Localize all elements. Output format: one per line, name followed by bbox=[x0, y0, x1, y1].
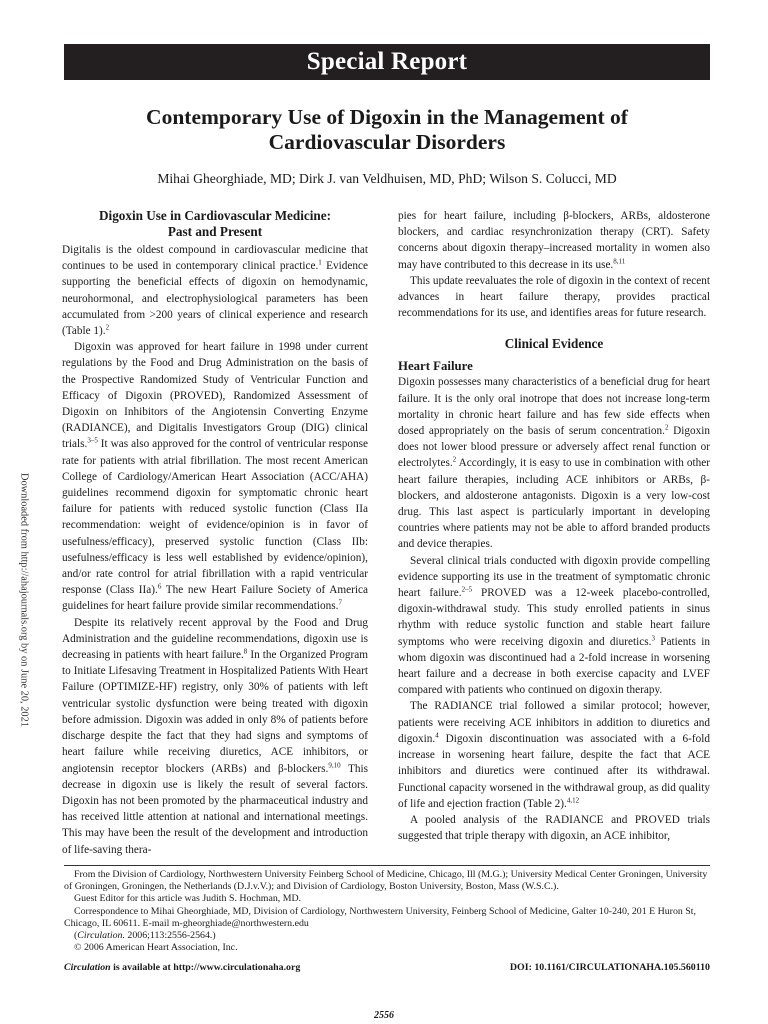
paragraph bbox=[398, 812, 710, 844]
journal-availability bbox=[64, 962, 300, 973]
section-heading-clinical-evidence: Clinical Evidence bbox=[504, 336, 604, 352]
guest-editor-note: Guest Editor for this article was Judith S. Hochman, MD. bbox=[74, 893, 302, 905]
download-watermark-text: Downloaded from http://ahajournals.org by on June 20, 2021 bbox=[18, 472, 30, 728]
doi-label: DOI: 10.1161/CIRCULATIONAHA.105.560110 bbox=[509, 962, 710, 973]
title-line-2: Cardiovascular Disorders bbox=[268, 130, 506, 154]
reference-superscript: 1 bbox=[318, 258, 322, 267]
page-number: 2556 bbox=[374, 1010, 394, 1021]
paragraph bbox=[62, 339, 368, 614]
section-heading-line-1: Digoxin Use in Cardiovascular Medicine: bbox=[99, 208, 331, 223]
reference-superscript: 8 bbox=[243, 647, 248, 656]
citation-note: (Circulation. 2006;113:2556-2564.) bbox=[74, 930, 216, 942]
journal-name: Circulation bbox=[64, 962, 111, 973]
text-run: A pooled analysis of the RADIANCE and PROVED trials suggested that triple therapy with digoxin, an ACE inhibitor, bbox=[398, 813, 710, 843]
download-watermark bbox=[14, 472, 34, 728]
paragraph bbox=[398, 208, 710, 273]
reference-superscript: 3–5 bbox=[87, 436, 98, 445]
text-run: Digitalis is the oldest compound in cardiovascular medicine that continues to be used in contemporary clinical practice. bbox=[62, 244, 368, 273]
reference-superscript: 8,11 bbox=[613, 256, 626, 265]
reference-superscript: 2 bbox=[452, 455, 457, 464]
subheading-heart-failure: Heart Failure bbox=[398, 359, 473, 374]
text-run: This decrease in digoxin use is likely the result of several factors. Digoxin has not been promoted by the pharmaceutical industry and has received little attention at national and international meetings. This may have been the result of the development and introduction of life-saving thera- bbox=[62, 762, 368, 856]
footnote-divider bbox=[64, 865, 710, 866]
text-run: Evidence supporting the beneficial effects of digoxin on hemodynamic, neurohormonal, and electrophysiological parameters has been accumulated from >200 years of clinical experience and research (Table 1). bbox=[62, 260, 368, 338]
reference-superscript: 4 bbox=[435, 731, 439, 740]
text-run: This update reevaluates the role of digoxin in the context of recent advances in heart failure therapy, provides practical recommendations for its use, and identifies areas for future research. bbox=[398, 274, 710, 320]
text-run: Several clinical trials conducted with digoxin provide compelling evidence supporting its use in the treatment of symptomatic chronic heart failure. bbox=[398, 554, 710, 600]
correspondence-note: Correspondence to Mihai Gheorghiade, MD, Division of Cardiology, Northwestern University, Feinberg School of Medicine, Galter 10-240, 201 E Huron St, Chicago, IL 60611. E-mail m-gheorghiade@northwestern.edu bbox=[64, 905, 697, 929]
journal-url-text[interactable]: is available at http://www.circulationaha.org bbox=[110, 962, 301, 973]
reference-superscript: 3 bbox=[651, 633, 655, 642]
text-run: pies for heart failure, including β-blockers, ARBs, aldosterone blockers, and cardiac resynchronization therapy (CRT). Safety concerns about digoxin therapy–increased mortality in women also may have contributed to this decrease in its use. bbox=[398, 210, 710, 271]
text-run: PROVED was a 12-week placebo-controlled, digoxin-withdrawal study. This study enrolled patients in sinus rhythm with reduce systolic function and stable heart failure symptoms who were receiving digoxin and diuretics. bbox=[398, 587, 710, 648]
reference-superscript: 2 bbox=[664, 423, 669, 432]
affiliation-note: From the Division of Cardiology, Northwestern University Feinberg School of Medicine, Chicago, Ill (M.G.); University Medical Center Groningen, University of Groningen, Groningen, the Netherlands (D.J.v.V.); and Division of Cardiology, Boston University, Boston, Mass (W.S.C.). bbox=[64, 869, 708, 893]
paragraph bbox=[62, 615, 368, 858]
section-heading-line-2: Past and Present bbox=[167, 224, 263, 239]
reference-superscript: 7 bbox=[338, 598, 342, 607]
reference-superscript: 9,10 bbox=[328, 760, 341, 769]
footnotes bbox=[64, 869, 710, 954]
citation-journal: Circulation. bbox=[77, 930, 125, 942]
reference-superscript: 2–5 bbox=[461, 585, 473, 594]
reference-superscript: 2 bbox=[105, 323, 110, 332]
reference-superscript: 6 bbox=[157, 582, 162, 591]
right-column bbox=[398, 208, 710, 844]
text-run: Digoxin discontinuation was associated with a 6-fold increase in worsening heart failure, despite the fact that ACE inhibitors and diuretics were continued after its withdrawal. Functional capacity worsened in the withdrawal group, as did quality of life and ejection fraction (Table 2). bbox=[398, 732, 710, 810]
section-heading-digoxin-use bbox=[62, 208, 368, 240]
text-run: Patients in whom digoxin was discontinued had a 2-fold increase in worsening heart failure and a decrease in both exercise capacity and LVEF compared with patients who continued on digoxin therapy. bbox=[398, 635, 711, 697]
paragraph bbox=[398, 553, 710, 699]
text-run: It was also approved for the control of ventricular response rate for patients with atrial fibrillation. The most recent American College of Cardiology/American Heart Association (ACC/AHA) guidelines recommend digoxin for symptomatic chronic heart failure for patients with reduced systolic function (Class IIa recommendation: weight of evidence/opinion is in favor of usefulness/efficacy), preserved systolic function (Class IIb: usefulness/efficacy is less well established by evidence/opinion), and/or rate control for atrial fibrillation with a rapid ventricular response (Class IIa). bbox=[62, 438, 368, 597]
text-run: Accordingly, it is easy to use in combination with other heart failure therapies, including ACE inhibitors or ARBs, β-blockers, and aldosterone antagonists. Digoxin is a very low-cost drug. This last aspect is particularly important in developing countries where patients may not be able to afford branded products and device therapies. bbox=[398, 457, 710, 551]
text-run: In the Organized Program to Initiate Lifesaving Treatment in Hospitalized Patients With Heart Failure (OPTIMIZE-HF) registry, only 30% of patients with left ventricular systolic dysfunction were being treated with digoxin before admission. Digoxin was added in only 8% of patients before discharge despite the fact that they had signs and symptoms of heart failure while receiving diuretics, ACE inhibitors, or angiotensin receptor blockers (ARBs) and β-blockers. bbox=[62, 649, 368, 775]
article-title bbox=[64, 105, 710, 155]
paragraph bbox=[398, 698, 710, 811]
reference-superscript: 4,12 bbox=[566, 795, 580, 804]
special-report-banner bbox=[64, 44, 710, 80]
citation-details: 2006;113:2556-2564.) bbox=[124, 930, 216, 942]
text-run: Digoxin was approved for heart failure in 1998 under current regulations by the Food and Drug Administration on the basis of the Prospective Randomized Study of Ventricular Function and Efficacy of Digoxin (PROVED), Randomized Assessment of Digoxin on Inhibitors of the Angiotensin Converting Enzyme (RADIANCE), and Digitalis Investigators Group (DIG) clinical trials. bbox=[62, 341, 368, 451]
text-run: Digoxin does not lower blood pressure or adversely affect renal function or electrolytes. bbox=[398, 425, 710, 470]
text-run: The new Heart Failure Society of America guidelines for heart failure provide similar recommendations. bbox=[62, 584, 368, 613]
title-line-1: Contemporary Use of Digoxin in the Management of bbox=[146, 105, 628, 129]
paragraph bbox=[398, 273, 710, 322]
left-column bbox=[62, 208, 368, 858]
copyright-note: © 2006 American Heart Association, Inc. bbox=[74, 942, 238, 954]
text-run: The RADIANCE trial followed a similar protocol; however, patients were receiving ACE inhibitors in addition to diuretics and digoxin. bbox=[398, 700, 710, 745]
text-run: Despite its relatively recent approval by the Food and Drug Administration and the guideline recommendations, digoxin use is decreasing in patients with heart failure. bbox=[62, 616, 368, 662]
text-run: Digoxin possesses many characteristics of a beneficial drug for heart failure. It is the only oral inotrope that does not increase long-term mortality in chronic heart failure and has few side effects when dosed appropriately on the basis of serum concentration. bbox=[398, 376, 710, 438]
journal-footer bbox=[64, 962, 710, 973]
author-list: Mihai Gheorghiade, MD; Dirk J. van Veldhuisen, MD, PhD; Wilson S. Colucci, MD bbox=[157, 171, 617, 186]
paragraph bbox=[398, 374, 710, 552]
paragraph bbox=[62, 242, 368, 339]
banner-label: Special Report bbox=[306, 48, 468, 75]
